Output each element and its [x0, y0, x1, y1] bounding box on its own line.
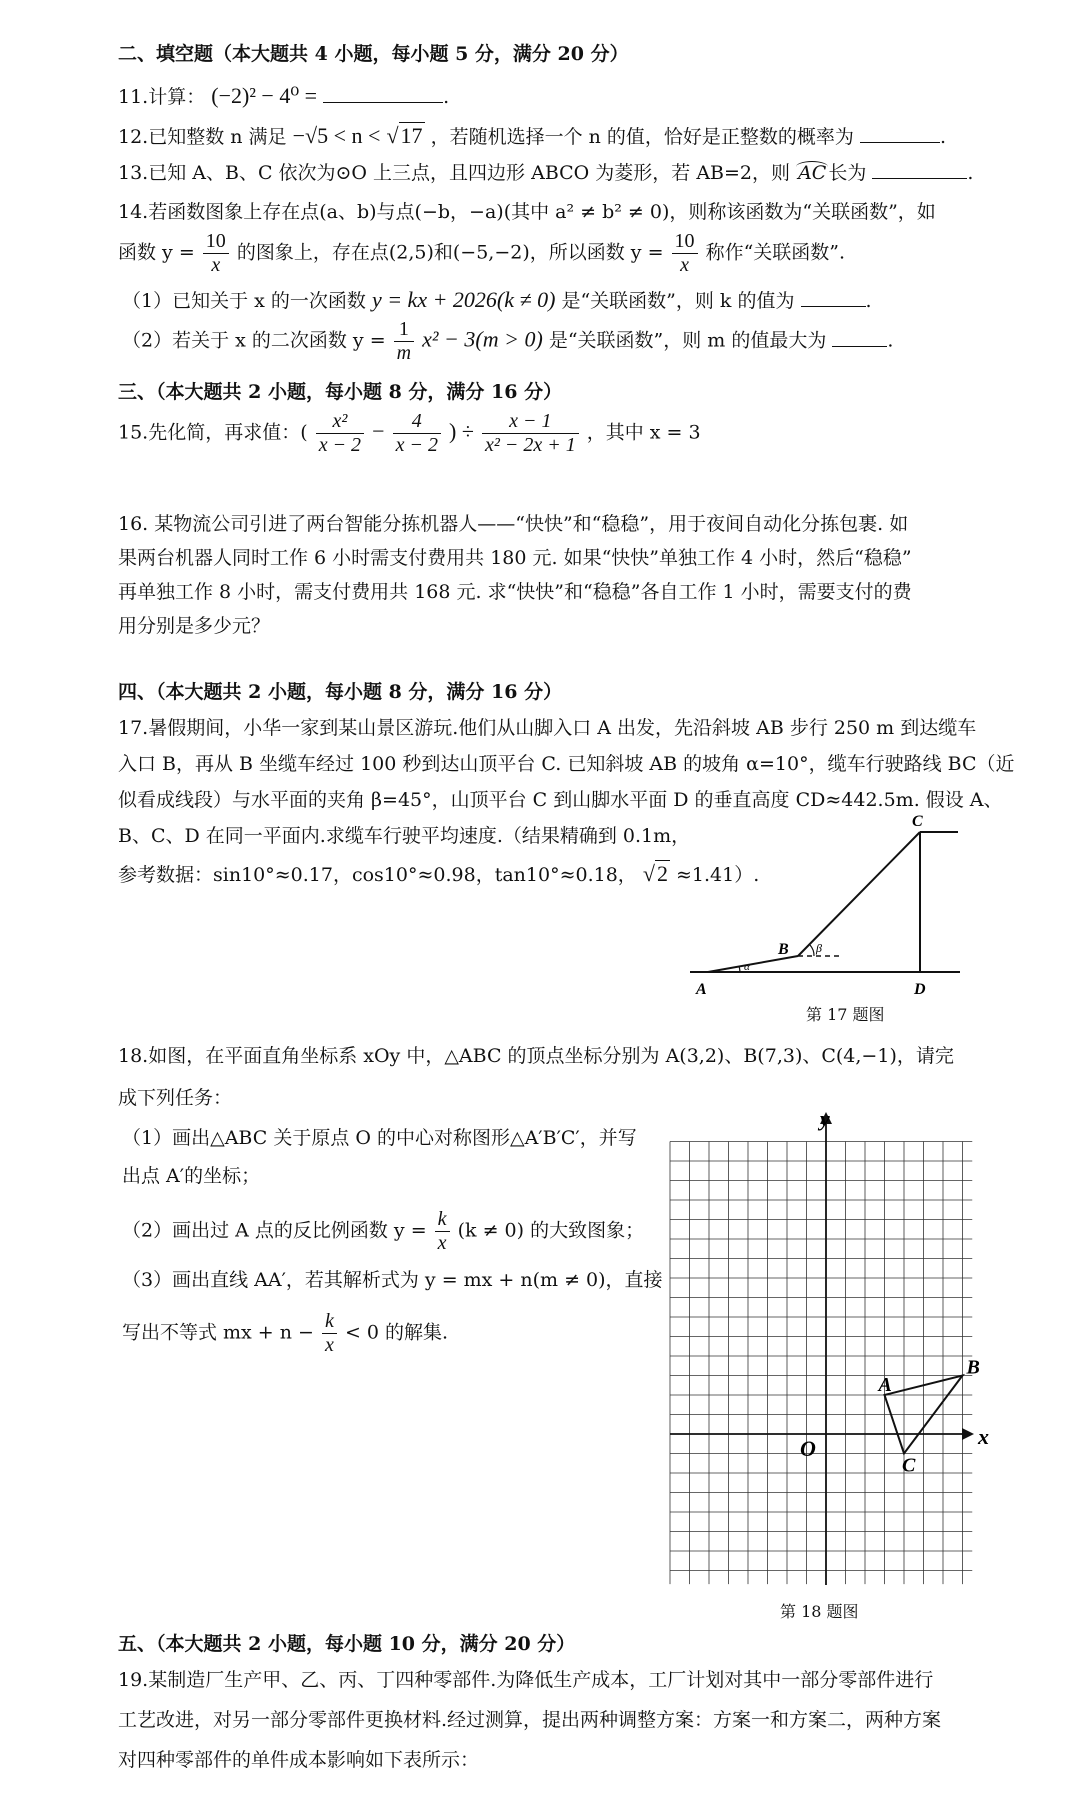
- q17-reference-end: ≈1.41）.: [675, 864, 760, 886]
- q18-label-o: O: [800, 1436, 816, 1461]
- q14-sub1-text: （1）已知关于 x 的一次函数: [122, 290, 366, 312]
- section3-heading: 三、（本大题共 2 小题，每小题 8 分，满分 16 分）: [118, 381, 563, 403]
- q18-task3-a: （3）画出直线 AA′，若其解析式为 y = mx + n(m ≠ 0)，直接: [122, 1269, 663, 1291]
- q14-line2-mid: 的图象上，存在点(2,5)和(−5,−2)，所以函数 y =: [236, 241, 664, 264]
- q14-sub1-text2: 是“关联函数”，则 k 的值为: [561, 290, 795, 312]
- q14-sub1-answer-blank[interactable]: [801, 288, 866, 307]
- q16-line1: 16. 某物流公司引进了两台智能分拣机器人——“快快”和“稳稳”，用于夜间自动化分拣包裹. 如: [118, 513, 909, 535]
- q14-sub2-expression: x² − 3(m > 0): [422, 326, 543, 352]
- q17-reference-data: 参考数据：sin10°≈0.17，cos10°≈0.98，tan10°≈0.18，: [118, 864, 637, 886]
- q15-prefix: 15.先化简，再求值：(: [118, 421, 308, 444]
- q15-f2-num: 4: [411, 410, 422, 432]
- q14-frac2-num: 10: [674, 230, 695, 252]
- q18-line1: 18.如图，在平面直角坐标系 xOy 中，△ABC 的顶点坐标分别为 A(3,2)、B(7,3)、C(4,−1)，请完: [118, 1045, 954, 1067]
- q12-inequality: −√5 < n <: [292, 123, 381, 148]
- section5-heading: 五、（本大题共 2 小题，每小题 10 分，满分 20 分）: [118, 1633, 576, 1655]
- q18-task1-a: （1）画出△ABC 关于原点 O 的中心对称图形△A′B′C′，并写: [122, 1127, 637, 1149]
- q18-label-c: C: [902, 1454, 916, 1477]
- q17-cable-bc: [798, 832, 920, 956]
- q17-sqrt-value: 2: [656, 861, 668, 886]
- q14-func-label: 函数 y =: [118, 241, 195, 264]
- q13-text2: 长为: [828, 162, 867, 184]
- q15-minus: −: [372, 418, 385, 444]
- q15-suffix: ，其中 x = 3: [586, 421, 701, 444]
- q14-sub1-suffix: .: [865, 290, 872, 312]
- q12-prefix: 12.已知整数 n 满足: [118, 126, 287, 148]
- q12-sqrt-value: 17: [400, 123, 423, 148]
- q15-f3-den: x² − 2x + 1: [482, 433, 579, 457]
- q14-sub1: [122, 286, 872, 315]
- q17-line4: B、C、D 在同一平面内.求缆车行驶平均速度.（结果精确到 0.1m，: [118, 825, 691, 847]
- q18-grid: [670, 1142, 972, 1585]
- q17-label-b: B: [778, 941, 789, 958]
- q13-text: 13.已知 A、B、C 依次为⊙O 上三点，且四边形 ABCO 为菱形，若 AB=2，则: [118, 162, 791, 184]
- q14-line1: 14.若函数图象上存在点(a、b)与点(−b，−a)(其中 a² ≠ b² ≠ 0)，则称该函数为“关联函数”，如: [118, 201, 936, 223]
- q15-f1-num: x²: [332, 410, 348, 432]
- question-15: [118, 410, 701, 457]
- q12-text: ，若随机选择一个 n 的值，恰好是正整数的概率为: [430, 126, 854, 148]
- section2-heading: 二、填空题（本大题共 4 小题，每小题 5 分，满分 20 分）: [118, 43, 629, 65]
- q18-figure-caption: 第 18 题图: [780, 1602, 859, 1621]
- q18-task2-fraction: [435, 1208, 450, 1255]
- q15-f1-den: x − 2: [316, 433, 364, 457]
- q17-line3: 似看成线段）与水平面的夹角 β=45°，山顶平台 C 到山脚水平面 D 的垂直高度 CD≈442.5m. 假设 A、: [118, 789, 1003, 811]
- q15-f3-num: x − 1: [509, 410, 552, 432]
- q11-answer-blank[interactable]: [323, 84, 443, 103]
- q13-suffix: .: [967, 162, 974, 184]
- q15-divide: ) ÷: [449, 418, 474, 444]
- q15-f2-den: x − 2: [393, 433, 441, 457]
- q14-fraction-2: [672, 230, 698, 277]
- question-11: [118, 82, 449, 111]
- q11-expression: (−2)² − 4⁰ =: [211, 83, 318, 108]
- q11-suffix: .: [443, 86, 450, 108]
- q17-label-d: D: [914, 981, 926, 998]
- q17-figure-caption: 第 17 题图: [806, 1005, 885, 1024]
- q18-task2-num: k: [437, 1208, 447, 1230]
- q13-answer-blank[interactable]: [872, 160, 967, 179]
- q18-task3-b: [122, 1310, 448, 1357]
- q14-sub2-suffix: .: [887, 329, 894, 352]
- q15-fraction-2: [393, 410, 441, 457]
- q18-task2: [122, 1208, 644, 1255]
- q14-sub2-den: m: [394, 341, 414, 365]
- q19-line1: 19.某制造厂生产甲、乙、丙、丁四种零部件.为降低生产成本，工厂计划对其中一部分零部件进行: [118, 1669, 934, 1691]
- q14-frac2-den: x: [672, 253, 698, 277]
- q18-x-arrow: [962, 1428, 974, 1440]
- q17-figure: [690, 812, 980, 1012]
- q18-task2-end: (k ≠ 0) 的大致图象；: [457, 1219, 645, 1242]
- q17-beta-arc: [810, 945, 814, 956]
- q19-line3: 对四种零部件的单件成本影响如下表所示：: [118, 1749, 480, 1771]
- q18-task3-fraction: [322, 1310, 337, 1357]
- q16-line2: 果两台机器人同时工作 6 小时需支付费用共 180 元. 如果“快快”单独工作 4 小时，然后“稳稳”: [118, 547, 912, 569]
- q17-line1: 17.暑假期间，小华一家到某山景区游玩.他们从山脚入口 A 出发，先沿斜坡 AB 步行 250 m 到达缆车: [118, 717, 977, 739]
- q12-suffix: .: [939, 126, 946, 148]
- q17-line5: 参考数据：sin10°≈0.17，cos10°≈0.98，tan10°≈0.18， √2 ≈1.41）.: [118, 861, 760, 886]
- q18-label-x: x: [978, 1424, 989, 1449]
- q14-sub2-fraction: [394, 318, 414, 365]
- q14-sub2: [122, 318, 893, 365]
- q14-sub1-expression: y = kx + 2026(k ≠ 0): [371, 287, 556, 312]
- q14-line2: [118, 230, 845, 277]
- q18-task2-text: （2）画出过 A 点的反比例函数 y =: [122, 1219, 427, 1242]
- q18-task3-num: k: [325, 1310, 334, 1332]
- q18-label-y: y: [820, 1110, 830, 1131]
- q17-line2: 入口 B，再从 B 坐缆车经过 100 秒到达山顶平台 C. 已知斜坡 AB 的坡角 α=10°，缆车行驶路线 BC（近: [118, 753, 1015, 775]
- q17-label-beta: β: [816, 941, 822, 955]
- q12-answer-blank[interactable]: [860, 124, 940, 143]
- q16-line3: 再单独工作 8 小时，需支付费用共 168 元. 求“快快”和“稳稳”各自工作 1 小时，需要支付的费: [118, 581, 912, 603]
- q18-task2-den: x: [435, 1231, 450, 1255]
- q14-sub2-answer-blank[interactable]: [832, 328, 887, 347]
- q14-fraction: [203, 230, 229, 277]
- q17-slope-ab: [708, 956, 798, 972]
- q14-sub2-text2: 是“关联函数”，则 m 的值最大为: [548, 329, 827, 352]
- q13-arc: AC: [798, 162, 827, 184]
- question-12: 12.已知整数 n 满足 −√5 < n < √17 ，若随机选择一个 n 的值，恰好是正整数的概率为 .: [118, 123, 946, 148]
- q15-fraction-3: [482, 410, 579, 457]
- q17-label-a: A: [696, 981, 707, 998]
- q14-sub2-text: （2）若关于 x 的二次函数 y =: [122, 329, 386, 352]
- question-13: [118, 160, 973, 186]
- q14-sub2-num: 1: [398, 318, 409, 340]
- section4-heading: 四、（本大题共 2 小题，每小题 8 分，满分 16 分）: [118, 681, 563, 703]
- q16-line4: 用分别是多少元？: [118, 615, 271, 637]
- q17-label-c: C: [912, 813, 923, 830]
- q18-task3-end: < 0 的解集.: [344, 1321, 449, 1344]
- q18-task1-b: 出点 A′的坐标；: [122, 1165, 261, 1187]
- q14-frac-den: x: [203, 253, 229, 277]
- q18-label-b: B: [966, 1356, 980, 1379]
- q18-figure: [650, 1110, 990, 1600]
- q18-task3-inequality: 写出不等式 mx + n −: [122, 1321, 314, 1344]
- q14-frac-num: 10: [205, 230, 226, 252]
- q15-fraction-1: [316, 410, 364, 457]
- q18-task3-den: x: [322, 1333, 337, 1357]
- q11-prefix: 11.计算：: [118, 86, 206, 108]
- q18-label-a: A: [878, 1374, 892, 1396]
- q18-line2: 成下列任务：: [118, 1087, 233, 1109]
- q17-label-alpha: α: [744, 961, 750, 973]
- q14-line2-end: 称作“关联函数”.: [705, 241, 846, 264]
- q19-line2: 工艺改进，对另一部分零部件更换材料.经过测算，提出两种调整方案：方案一和方案二，两种方案: [118, 1709, 942, 1731]
